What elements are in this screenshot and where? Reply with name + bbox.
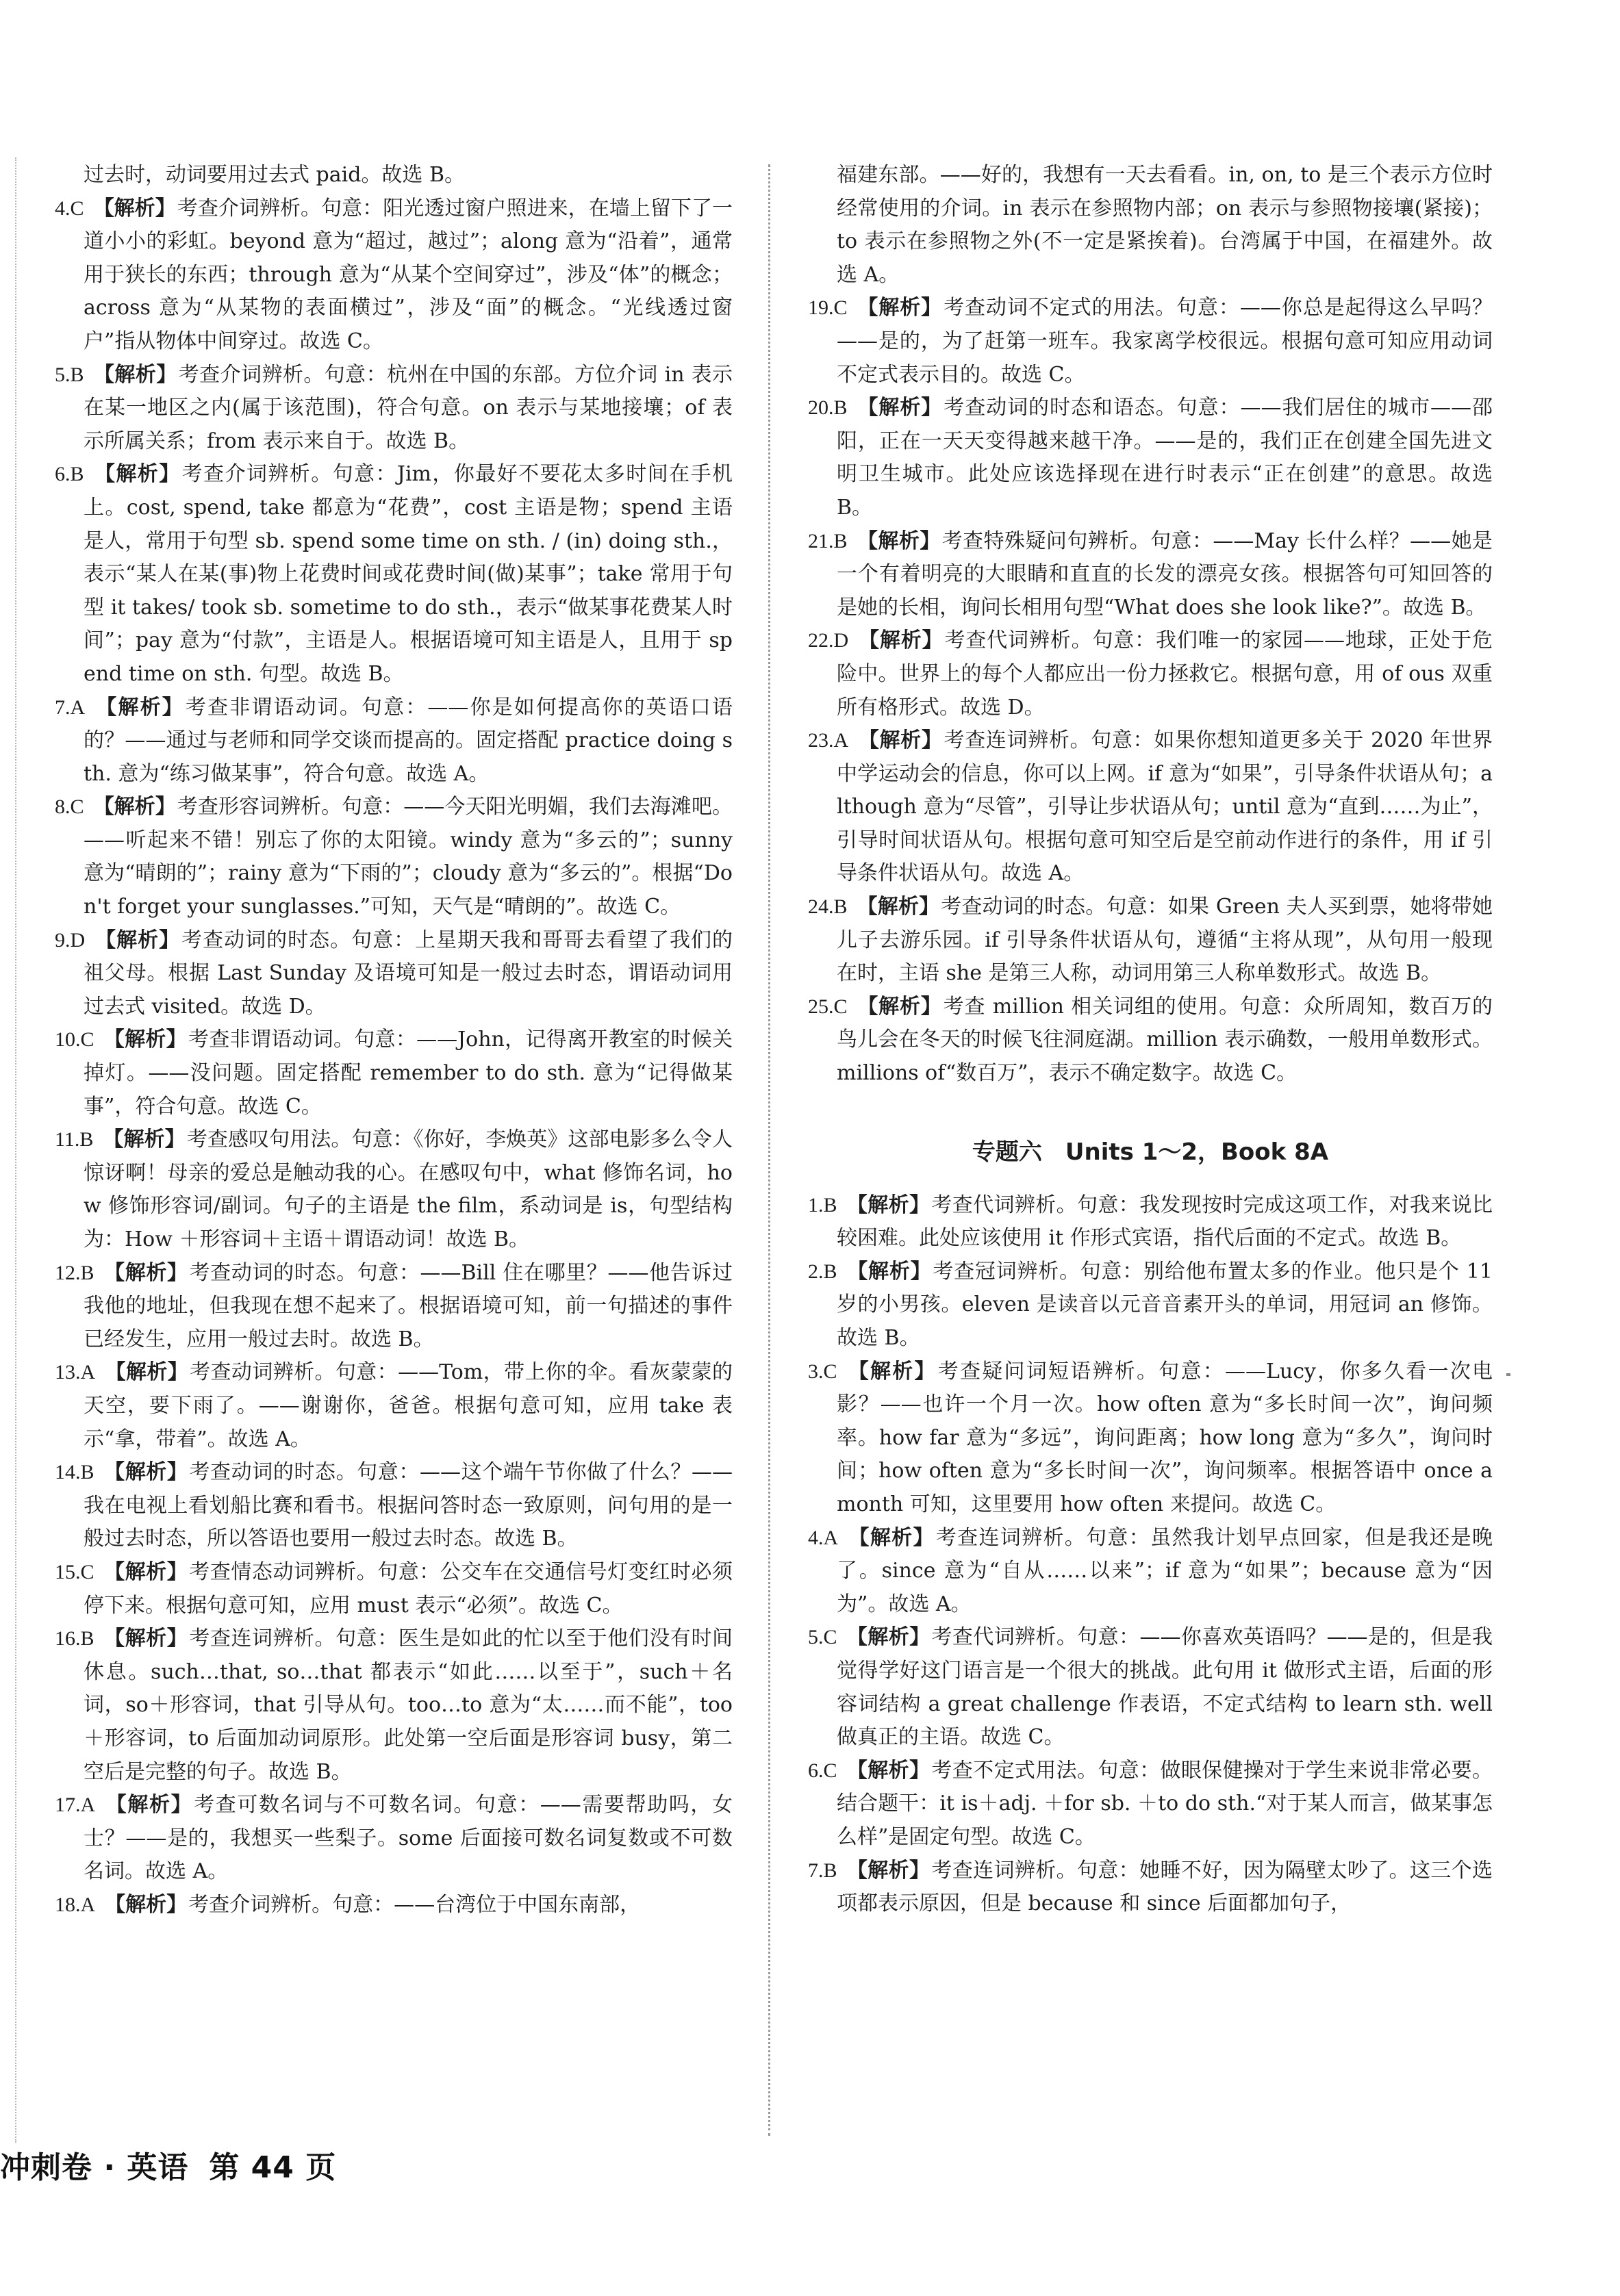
answer-number: 6.B xyxy=(55,463,84,486)
analysis-tag: 【解析】 xyxy=(857,296,943,320)
analysis-tag: 【解析】 xyxy=(857,994,942,1019)
answer-item xyxy=(55,1456,733,1556)
analysis-tag: 【解析】 xyxy=(846,1758,931,1783)
analysis-tag: 【解析】 xyxy=(94,928,181,952)
answer-item xyxy=(55,1257,733,1357)
right-column xyxy=(808,159,1493,1921)
answer-number: 13.A xyxy=(55,1361,96,1384)
analysis-tag: 【解析】 xyxy=(93,196,176,220)
answer-explanation: 考查介词辨析。句意：阳光透过窗户照进来，在墙上留下了一道小小的彩虹。beyond 意为“超过，越过”；along 意为“沿着”，通常用于狭长的东西；through 意为“从某个空间穿过”，涉及“体”的概念；across 意为“从某物的表面横过”，涉及“面”的概念。“光线透过窗户”指从物体中间穿过。故选 C。 xyxy=(84,196,733,353)
analysis-tag: 【解析】 xyxy=(103,1260,188,1285)
answer-explanation: 考查可数名词与不可数名词。句意：——需要帮助吗，女士？——是的，我想买一些梨子。some 后面接可数名词复数或不可数名词。故选 A。 xyxy=(84,1793,733,1884)
analysis-tag: 【解析】 xyxy=(846,1259,932,1284)
answer-explanation: 考查 million 相关词组的使用。句意：众所周知，数百万的鸟儿会在冬天的时候飞往洞庭湖。million 表示确数，一般用单数形式。millions of“数百万”，表示不确定数字。故选 C。 xyxy=(837,994,1493,1086)
answer-explanation: 考查情态动词辨析。句意：公交车在交通信号灯变红时必须停下来。根据句意可知，应用 must 表示“必须”。故选 C。 xyxy=(84,1559,733,1618)
answer-number: 7.B xyxy=(808,1859,837,1882)
answer-explanation: 考查动词的时态。句意：——Bill 住在哪里？——他告诉过我他的地址，但我现在想不起来了。根据语境可知，前一句描述的事件已经发生，应用一般过去时。故选 B。 xyxy=(84,1260,733,1351)
analysis-tag: 【解析】 xyxy=(857,528,941,553)
answer-explanation: 考查动词的时态。句意：——这个端午节你做了什么？——我在电视上看划船比赛和看书。根据问答时态一致原则，问句用的是一般过去时态，所以答语也要用一般过去时态。故选 B。 xyxy=(84,1460,733,1551)
answer-item xyxy=(55,1123,733,1256)
analysis-tag: 【解析】 xyxy=(846,1192,931,1217)
answer-explanation: 考查介词辨析。句意：——台湾位于中国东南部， xyxy=(188,1892,641,1917)
answer-item xyxy=(808,891,1493,991)
answer-item xyxy=(55,359,733,459)
answer-item xyxy=(808,1854,1493,1921)
answer-item xyxy=(55,791,733,923)
answer-item xyxy=(55,1556,733,1622)
answer-item-continued xyxy=(55,159,733,192)
right-column-top xyxy=(808,159,1493,1090)
answer-number: 21.B xyxy=(808,529,848,552)
analysis-tag: 【解析】 xyxy=(846,1625,931,1650)
section-title: 专题六 Units 1～2，Book 8A xyxy=(972,1138,1329,1166)
analysis-tag: 【解析】 xyxy=(103,1127,186,1152)
answer-explanation: 考查连词辨析。句意：她睡不好，因为隔壁太吵了。这三个选项都表示原因，但是 because 和 since 后面都加句子， xyxy=(837,1858,1493,1916)
answer-number: 18.A xyxy=(55,1893,96,1916)
analysis-tag: 【解析】 xyxy=(105,1360,189,1385)
answer-item xyxy=(55,1889,733,1922)
answer-item xyxy=(808,1189,1493,1255)
answer-item xyxy=(808,392,1493,524)
analysis-tag: 【解析】 xyxy=(94,695,184,719)
answer-number: 1.B xyxy=(808,1193,837,1216)
answer-item xyxy=(808,724,1493,891)
answer-number: 14.B xyxy=(55,1461,94,1484)
answer-number: 22.D xyxy=(808,629,849,652)
answer-number: 17.A xyxy=(55,1794,96,1817)
analysis-tag: 【解析】 xyxy=(103,1559,188,1584)
analysis-tag: 【解析】 xyxy=(105,1892,188,1917)
answer-number: 12.B xyxy=(55,1261,94,1284)
analysis-tag: 【解析】 xyxy=(858,728,943,753)
left-margin-dots xyxy=(15,157,16,2143)
analysis-tag: 【解析】 xyxy=(105,1793,193,1817)
answer-number: 16.B xyxy=(55,1627,94,1650)
answer-explanation: 考查动词的时态和语态。句意：——我们居住的城市——邵阳，正在一天天变得越来越干净。——是的，我们正在创建全国先进文明卫生城市。此处应该选择现在进行时表示“正在创建”的意思。故选 B。 xyxy=(837,396,1493,520)
answer-item xyxy=(55,1356,733,1456)
answer-item xyxy=(808,1522,1493,1622)
answer-explanation: 考查冠词辨析。句意：别给他布置太多的作业。他只是个 11 岁的小男孩。eleven 是读音以元音音素开头的单词，用冠词 an 修饰。故选 B。 xyxy=(837,1259,1493,1350)
answer-item xyxy=(808,292,1493,392)
analysis-tag: 【解析】 xyxy=(858,628,944,653)
analysis-tag: 【解析】 xyxy=(93,795,176,819)
answer-explanation: 福建东部。——好的，我想有一天去看看。in, on, to 是三个表示方位时经常使用的介词。in 表示在参照物内部；on 表示与参照物接壤(紧接)；to 表示在参照物之外(不一定是紧挨着)。台湾属于中国，在福建外。故选 A。 xyxy=(837,163,1493,287)
analysis-tag: 【解析】 xyxy=(848,1525,935,1550)
answer-number: 25.C xyxy=(808,995,848,1018)
analysis-tag: 【解析】 xyxy=(93,462,181,487)
answer-explanation: 考查感叹句用法。句意：《你好，李焕英》这部电影多么令人惊讶啊！母亲的爱总是触动我的心。在感叹句中，what 修饰名词，how 修饰形容词/副词。句子的主语是 the film，系动词是 is，句型结构为：How ＋形容词＋主语＋谓语动词！故选 B。 xyxy=(84,1127,733,1251)
answer-explanation: 考查连词辨析。句意：医生是如此的忙以至于他们没有时间休息。such…that, so…that 都表示“如此……以至于”，such＋名词，so＋形容词，that 引导从句。too…to 意为“太……而不能”，too＋形容词，to 后面加动词原形。此处第一空后面是形容词 busy，第二空后是完整的句子。故选 B。 xyxy=(84,1627,733,1784)
answer-item xyxy=(55,1622,733,1789)
right-column-bottom xyxy=(808,1189,1493,1921)
analysis-tag: 【解析】 xyxy=(103,1028,187,1052)
answer-number: 7.A xyxy=(55,696,86,719)
answer-item xyxy=(55,924,733,1024)
answer-number: 20.B xyxy=(808,396,848,420)
answer-item xyxy=(808,1621,1493,1754)
footer-page-number: 第 44 页 xyxy=(209,2150,337,2185)
page-footer xyxy=(0,2143,336,2186)
answer-item xyxy=(808,525,1493,625)
answer-item-continued xyxy=(808,159,1493,292)
answer-number: 4.C xyxy=(55,196,84,220)
answer-explanation: 考查连词辨析。句意：虽然我计划早点回家，但是我还是晚了。since 意为“自从……以来”；if 意为“如果”；because 意为“因为”。故选 A。 xyxy=(837,1525,1493,1616)
answer-number: 15.C xyxy=(55,1560,94,1583)
analysis-tag: 【解析】 xyxy=(103,1460,188,1485)
answer-number: 9.D xyxy=(55,928,86,952)
footer-label: 冲刺卷 · 英语 xyxy=(0,2150,189,2185)
answer-number: 4.A xyxy=(808,1526,839,1549)
answer-explanation: 考查不定式用法。句意：做眼保健操对于学生来说非常必要。结合题干：it is＋adj. ＋for sb. ＋to do sth.“对于某人而言，做某事怎么样”是固定句型。故选 C。 xyxy=(837,1758,1493,1849)
answer-item xyxy=(55,1023,733,1123)
answer-explanation: 考查介词辨析。句意：杭州在中国的东部。方位介词 in 表示在某一地区之内(属于该范围)，符合句意。on 表示与某地接壤；of 表示所属关系；from 表示来自于。故选 B。 xyxy=(84,362,733,453)
answer-explanation: 考查特殊疑问句辨析。句意：——May 长什么样？——她是一个有着明亮的大眼睛和直直的长发的漂亮女孩。根据答句可知回答的是她的长相，询问长相用句型“What does she look like?”。故选 B。 xyxy=(837,528,1493,620)
answer-explanation: 考查代词辨析。句意：——你喜欢英语吗？——是的，但是我觉得学好这门语言是一个很大的挑战。此句用 it 做形式主语，后面的形容词结构 a great challenge 作表语，不定式结构 to learn sth. well 做真正的主语。故选 C。 xyxy=(837,1625,1493,1750)
answer-item xyxy=(55,691,733,791)
answer-explanation: 考查疑问词短语辨析。句意：——Lucy，你多久看一次电影？——也许一个月一次。how often 意为“多长时间一次”，询问频率。how far 意为“多远”，询问距离；how long 意为“多久”，询问时间；how often 意为“多长时间一次”，询问频率。根据答语中 once a month 可知，这里要用 how often 来提问。故选 C。 xyxy=(837,1359,1493,1516)
stray-mark xyxy=(1506,1373,1510,1376)
answer-item xyxy=(808,1355,1493,1522)
answer-explanation: 考查非谓语动词。句意：——John，记得离开教室的时候关掉灯。——没问题。固定搭配 remember to do sth. 意为“记得做某事”，符合句意。故选 C。 xyxy=(84,1028,733,1119)
answer-explanation: 考查动词的时态。句意：上星期天我和哥哥去看望了我们的祖父母。根据 Last Sunday 及语境可知是一般过去时态，谓语动词用过去式 visited。故选 D。 xyxy=(84,928,733,1019)
answer-explanation: 考查连词辨析。句意：如果你想知道更多关于 2020 年世界中学运动会的信息，你可以上网。if 意为“如果”，引导条件状语从句；although 意为“尽管”，引导让步状语从句；until 意为“直到……为止”，引导时间状语从句。根据句意可知空后是空前动作进行的条件，用 if 引导条件状语从句。故选 A。 xyxy=(837,728,1493,886)
answer-number: 3.C xyxy=(808,1360,837,1383)
answer-explanation: 考查动词不定式的用法。句意：——你总是起得这么早吗？——是的，为了赶第一班车。我家离学校很远。根据句意可知应用动词不定式表示目的。故选 C。 xyxy=(837,296,1493,387)
answer-item xyxy=(808,624,1493,724)
answer-number: 24.B xyxy=(808,895,848,919)
answer-number: 8.C xyxy=(55,795,84,819)
answer-number: 23.A xyxy=(808,729,849,752)
left-column xyxy=(55,159,733,1922)
answer-item xyxy=(808,991,1493,1090)
answer-item xyxy=(55,458,733,691)
answer-number: 5.B xyxy=(55,363,84,386)
answer-explanation: 考查介词辨析。句意：Jim，你最好不要花太多时间在手机上。cost, spend, take 都意为“花费”，cost 主语是物；spend 主语是人，常用于句型 sb. spend some time on sth. / (in) doing sth.，表示“某人在某(事)物上花费时间或花费时间(做)某事”；take 常用于句型 it takes/ took sb. sometime to do sth.，表示“做某事花费某人时间”；pay 意为“付款”，主语是人。根据语境可知主语是人，且用于 spend time on sth. 句型。故选 B。 xyxy=(84,462,733,686)
answer-item xyxy=(55,1789,733,1889)
answer-item xyxy=(55,192,733,359)
analysis-tag: 【解析】 xyxy=(846,1858,931,1883)
answer-explanation: 考查代词辨析。句意：我发现按时完成这项工作，对我来说比较困难。此处应该使用 it 作形式宾语，指代后面的不定式。故选 B。 xyxy=(837,1192,1493,1251)
answer-number: 2.B xyxy=(808,1260,837,1283)
answer-item xyxy=(808,1755,1493,1854)
answer-explanation: 考查动词辨析。句意：——Tom，带上你的伞。看灰蒙蒙的天空，要下雨了。——谢谢你，爸爸。根据句意可知，应用 take 表示“拿，带着”。故选 A。 xyxy=(84,1360,733,1451)
answer-number: 19.C xyxy=(808,296,848,320)
answer-number: 11.B xyxy=(55,1128,94,1151)
analysis-tag: 【解析】 xyxy=(103,1627,188,1651)
analysis-tag: 【解析】 xyxy=(857,396,943,420)
analysis-tag: 【解析】 xyxy=(93,362,177,387)
answer-number: 5.C xyxy=(808,1626,837,1649)
column-divider xyxy=(768,164,770,2136)
answer-number: 10.C xyxy=(55,1028,94,1051)
answer-explanation: 过去时，动词要用过去式 paid。故选 B。 xyxy=(84,163,466,187)
answer-explanation: 考查动词的时态。句意：如果 Green 夫人买到票，她将带她儿子去游乐园。if 引导条件状语从句，遵循“主将从现”，从句用一般现在时，主语 she 是第三人称，动词用第三人称单数形式。故选 B。 xyxy=(837,895,1493,986)
analysis-tag: 【解析】 xyxy=(846,1359,937,1383)
answer-explanation: 考查非谓语动词。句意：——你是如何提高你的英语口语的？——通过与老师和同学交谈而提高的。固定搭配 practice doing sth. 意为“练习做某事”，符合句意。故选 A。 xyxy=(84,695,733,786)
answer-explanation: 考查代词辨析。句意：我们唯一的家园——地球，正处于危险中。世界上的每个人都应出一份力拯救它。根据句意，用 of ous 双重所有格形式。故选 D。 xyxy=(837,628,1493,719)
answer-explanation: 考查形容词辨析。句意：——今天阳光明媚，我们去海滩吧。——听起来不错！别忘了你的太阳镜。windy 意为“多云的”；sunny 意为“晴朗的”；rainy 意为“下雨的”；cloudy 意为“多云的”。根据“Don't forget your sunglasses.”可知，天气是“晴朗的”。故选 C。 xyxy=(84,795,733,919)
answer-item xyxy=(808,1255,1493,1355)
analysis-tag: 【解析】 xyxy=(857,895,940,919)
answer-number: 6.C xyxy=(808,1759,837,1782)
